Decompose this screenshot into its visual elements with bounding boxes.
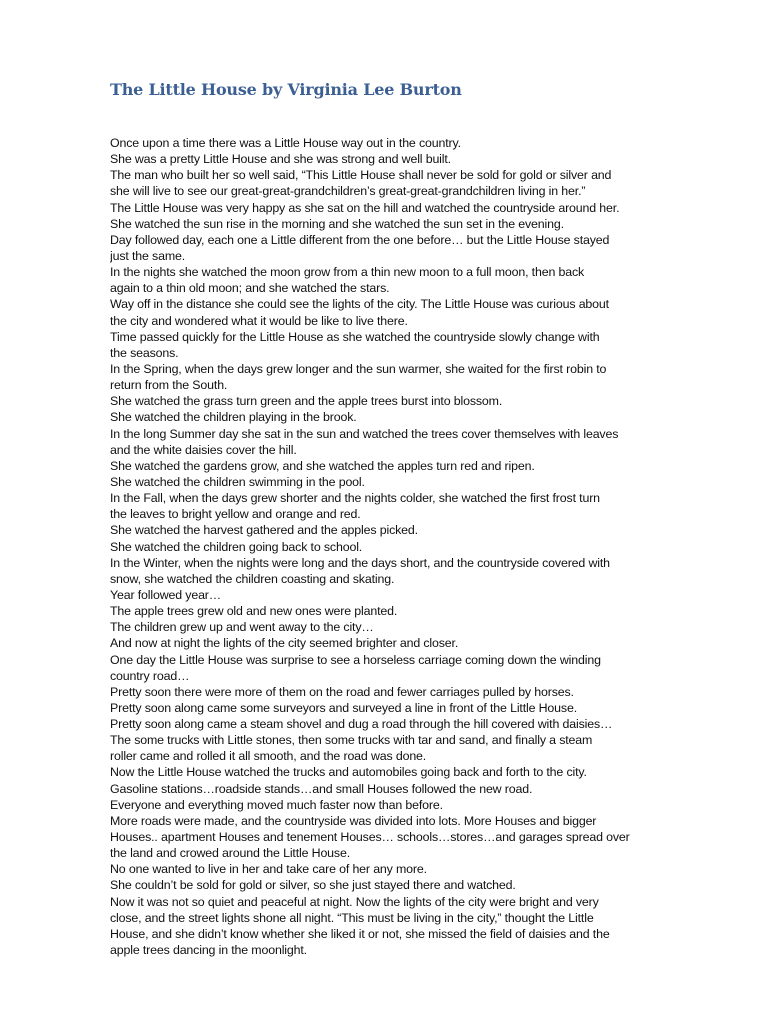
text-line: Pretty soon along came a steam shovel and dug a road through the hill covered with daisies…	[110, 717, 613, 732]
text-line: close, and the street lights shone all night. “This must be living in the city,” thought the Little	[110, 910, 594, 925]
text-line: In the Winter, when the nights were long and the days short, and the countryside covered with	[110, 555, 610, 570]
document-body	[110, 135, 665, 958]
text-line: the land and crowed around the Little House.	[110, 846, 351, 861]
text-line: She watched the children playing in the brook.	[110, 410, 357, 425]
text-line: Day followed day, each one a Little different from the one before… but the Little House stayed	[110, 232, 610, 247]
text-line: the seasons.	[110, 345, 179, 360]
text-line: again to a thin old moon; and she watched the stars.	[110, 281, 390, 296]
text-line: Way off in the distance she could see the lights of the city. The Little House was curious about	[110, 297, 609, 312]
text-line: House, and she didn’t know whether she liked it or not, she missed the field of daisies and the	[110, 926, 610, 941]
text-line: Time passed quickly for the Little House as she watched the countryside slowly change with	[110, 329, 600, 344]
text-line: Pretty soon there were more of them on the road and fewer carriages pulled by horses.	[110, 684, 574, 699]
text-line: The children grew up and went away to the city…	[110, 620, 374, 635]
text-line: She watched the gardens grow, and she watched the apples turn red and ripen.	[110, 458, 535, 473]
text-line: and the white daisies cover the hill.	[110, 442, 297, 457]
text-line: Once upon a time there was a Little House way out in the country.	[110, 136, 461, 150]
text-line: The Little House was very happy as she sat on the hill and watched the countryside around her.	[110, 200, 620, 215]
text-line: the city and wondered what it would be like to live there.	[110, 313, 408, 328]
text-line: The man who built her so well said, “This Little House shall never be sold for gold or silver and	[110, 168, 612, 183]
text-line: She watched the grass turn green and the apple trees burst into blossom.	[110, 394, 503, 409]
text-line: Now the Little House watched the trucks and automobiles going back and forth to the city.	[110, 765, 587, 780]
text-line: She couldn’t be sold for gold or silver, so she just stayed there and watched.	[110, 878, 516, 893]
text-line: She watched the harvest gathered and the apples picked.	[110, 523, 418, 538]
text-line: Year followed year…	[110, 587, 222, 602]
text-line: No one wanted to live in her and take care of her any more.	[110, 862, 427, 877]
text-line: Pretty soon along came some surveyors and surveyed a line in front of the Little House.	[110, 700, 577, 715]
text-line: She watched the children swimming in the pool.	[110, 474, 365, 489]
text-line: Houses.. apartment Houses and tenement Houses… schools…stores…and garages spread over	[110, 830, 630, 845]
text-line: return from the South.	[110, 378, 228, 393]
text-line: She was a pretty Little House and she was strong and well built.	[110, 152, 451, 167]
text-line: she will live to see our great-great-grandchildren’s great-great-grandchildren living in her.”	[110, 184, 586, 199]
text-line: just the same.	[110, 248, 186, 263]
text-line: Now it was not so quiet and peaceful at night. Now the lights of the city were bright and very	[110, 894, 599, 909]
text-line: And now at night the lights of the city seemed brighter and closer.	[110, 636, 459, 651]
text-line: In the long Summer day she sat in the sun and watched the trees cover themselves with leaves	[110, 426, 619, 441]
text-line: the leaves to bright yellow and orange and red.	[110, 507, 361, 522]
text-line: She watched the sun rise in the morning and she watched the sun set in the evening.	[110, 216, 564, 231]
text-line: country road…	[110, 668, 190, 683]
text-line: She watched the children going back to school.	[110, 539, 363, 554]
text-line: roller came and rolled it all smooth, and the road was done.	[110, 749, 427, 764]
text-line: More roads were made, and the countryside was divided into lots. More Houses and bigger	[110, 813, 597, 828]
text-line: One day the Little House was surprise to see a horseless carriage coming down the winding	[110, 652, 601, 667]
text-line: Everyone and everything moved much faster now than before.	[110, 797, 443, 812]
text-line: apple trees dancing in the moonlight.	[110, 943, 307, 958]
text-line: Gasoline stations…roadside stands…and small Houses followed the new road.	[110, 781, 533, 796]
text-line: The apple trees grew old and new ones were planted.	[110, 604, 398, 619]
text-line: The some trucks with Little stones, then some trucks with tar and sand, and finally a steam	[110, 733, 593, 748]
text-line: In the Spring, when the days grew longer and the sun warmer, she waited for the first robin to	[110, 361, 607, 376]
text-line: In the nights she watched the moon grow from a thin new moon to a full moon, then back	[110, 265, 585, 280]
text-line: In the Fall, when the days grew shorter and the nights colder, she watched the first frost turn	[110, 491, 600, 506]
text-line: snow, she watched the children coasting and skating.	[110, 571, 395, 586]
document-title: The Little House by Virginia Lee Burton	[110, 80, 462, 99]
